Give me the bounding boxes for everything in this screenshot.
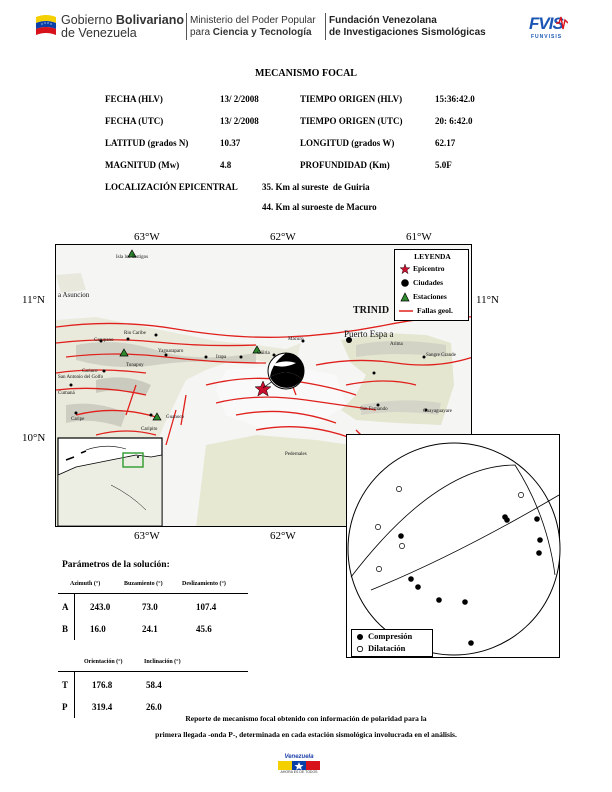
place-label-pedernales: Pedernales [285, 452, 307, 457]
map-legend [394, 249, 469, 321]
place-label-guiria: Güiria [257, 351, 270, 356]
plane-b-deslizamiento: 45.6 [196, 624, 212, 634]
legend-item-epicentro: Epicentro [413, 264, 445, 273]
map-lon-label-63-bottom: 63°W [134, 530, 160, 542]
legend-fault-icon [399, 306, 413, 316]
place-label-trinidad: TRINID [353, 305, 390, 316]
plane-a-label: A [62, 602, 69, 612]
plane-a-buzamiento: 73.0 [142, 602, 158, 612]
axis-t-orientacion: 176.8 [92, 680, 113, 690]
place-label-arima: Arima [390, 342, 403, 347]
place-label-sangre-grande: Sangre Grande [426, 353, 456, 358]
info-block [0, 0, 612, 215]
tiempo-hlv-label: TIEMPO ORIGEN (HLV) [300, 94, 403, 104]
caption-line2: primera llegada -onda P-, determinada en cada estación sismológica involucrada en el análisis. [155, 730, 457, 739]
gov-line1-a: Gobierno [61, 13, 116, 27]
legend-item-fallas: Fallas geol. [417, 306, 453, 315]
planes-table [58, 578, 248, 640]
place-label-tunapuy: Tunapuy [126, 363, 144, 368]
profundidad-value: 5.0F [435, 160, 452, 170]
axis-t-inclinacion: 58.4 [146, 680, 162, 690]
localizacion-value-1: 35. Km al sureste de Guiria [262, 182, 370, 192]
tiempo-utc-label: TIEMPO ORIGEN (UTC) [300, 116, 403, 126]
stereonet-plot [347, 435, 561, 659]
footer-logo-sub: AHORA ES DE TODOS [280, 770, 318, 774]
map-lat-label-10-left: 10°N [22, 432, 46, 444]
compresion-dot-icon [356, 633, 364, 641]
footer-logo-text: Venezuela [284, 754, 314, 760]
axis-p-inclinacion: 26.0 [146, 702, 162, 712]
map-lon-label-62: 62°W [270, 231, 296, 243]
map-lon-label-63: 63°W [134, 231, 160, 243]
localizacion-label: LOCALIZACIÓN EPICENTRAL [105, 182, 238, 192]
longitud-value: 62.17 [435, 138, 456, 148]
footer-logo [276, 754, 322, 776]
dilatacion-dot-icon [356, 645, 364, 653]
magnitud-value: 4.8 [220, 160, 232, 170]
page-title: MECANISMO FOCAL [255, 68, 357, 79]
funvisis-line2: de Investigaciones Sismológicas [329, 27, 486, 38]
plane-b-label: B [62, 624, 69, 634]
legend-title: LEYENDA [414, 252, 451, 261]
plane-b-buzamiento: 24.1 [142, 624, 158, 634]
tiempo-utc-value: 20: 6:42.0 [435, 116, 473, 126]
funvisis-line1: Fundación Venezolana [329, 15, 437, 26]
plane-header-deslizamiento: Deslizamiento (°) [182, 581, 226, 587]
map-lat-label-11-left: 11°N [22, 294, 45, 306]
fecha-utc-value: 13/ 2/2008 [220, 116, 259, 126]
legend-star-icon [400, 264, 410, 274]
place-label-irapa: Irapa [216, 355, 227, 360]
profundidad-label: PROFUNDIDAD (Km) [300, 160, 390, 170]
plane-a-azimuth: 243.0 [90, 602, 111, 612]
venezuela-star-logo-icon [278, 761, 320, 770]
axes-table [58, 656, 248, 718]
plane-header-buzamiento: Buzamiento (°) [124, 581, 163, 587]
plane-b-azimuth: 16.0 [90, 624, 106, 634]
caption-line1: Reporte de mecanismo focal obtenido con información de polaridad para la [185, 714, 427, 723]
place-label-cariaco: Cariaco [82, 369, 98, 374]
stereonet-legend [351, 629, 433, 657]
axis-p-orientacion: 319.4 [92, 702, 113, 712]
place-label-rio-caribe: Rio Caribe [124, 331, 146, 336]
legend-item-estaciones: Estaciones [413, 292, 447, 301]
place-label-guanoco: Guanoco [166, 415, 185, 420]
axis-p-label: P [62, 702, 68, 712]
axis-t-label: T [62, 680, 69, 690]
fecha-utc-label: FECHA (UTC) [105, 116, 164, 126]
localizacion-value-2: 44. Km al suroeste de Macuro [262, 202, 377, 212]
legend-compresion: Compresión [368, 631, 413, 641]
place-label-caripito: Caripito [141, 427, 158, 432]
place-label-asuncion: a Asuncion [58, 291, 90, 299]
plane-header-azimuth: Azimuth (°) [70, 581, 101, 587]
fecha-hlv-label: FECHA (HLV) [105, 94, 163, 104]
axis-header-orientacion: Orientación (°) [84, 659, 123, 665]
map-lat-label-11-right: 11°N [476, 294, 499, 306]
params-title: Parámetros de la solución: [62, 560, 170, 570]
longitud-label: LONGITUD (grados W) [300, 138, 395, 148]
place-label-yaguaraparo: Yaguaraparo [158, 349, 184, 354]
legend-dilatacion: Dilatación [368, 643, 406, 653]
funvisis-logo-text: FVIS [529, 14, 563, 33]
place-label-san-antonio: San Antonio del Golfo [58, 375, 104, 380]
map-lon-label-61: 61°W [406, 231, 432, 243]
tiempo-hlv-value: 15:36:42.0 [435, 94, 475, 104]
place-label-macuro: Macuro [288, 337, 304, 342]
place-label-caripe: Caripe [71, 417, 85, 422]
place-label-carupano: Carupano [94, 338, 114, 343]
funvisis-logo-sub: FUNVISIS [531, 34, 563, 40]
latitud-label: LATITUD (grados N) [105, 138, 189, 148]
fecha-hlv-value: 13/ 2/2008 [220, 94, 259, 104]
magnitud-label: MAGNITUD (Mw) [105, 160, 180, 170]
place-label-isla-testigos: Isla los Testigos [116, 255, 149, 260]
ministry-line2-a: para [190, 27, 213, 38]
axis-header-inclinacion: Inclinación (°) [144, 659, 181, 665]
stereonet-panel [346, 434, 560, 658]
latitud-value: 10.37 [220, 138, 241, 148]
legend-station-icon [400, 292, 410, 302]
map-lon-label-62-bottom: 62°W [270, 530, 296, 542]
place-label-puerto-espana: Puerto Espa a [344, 329, 394, 339]
place-label-cumana: Cumaná [58, 391, 75, 396]
place-label-guayaguayare: Guayaguayare [423, 409, 452, 414]
place-label-san-fernando: San Fernando [360, 407, 388, 412]
ministry-line1: Ministerio del Poder Popular [190, 15, 316, 26]
gov-line2: de Venezuela [61, 26, 137, 40]
gov-line1-b: Bolivariano [115, 13, 184, 27]
plane-a-deslizamiento: 107.4 [196, 602, 217, 612]
legend-item-ciudades: Ciudades [413, 278, 444, 287]
legend-city-icon [400, 278, 410, 288]
ministry-line2-b: Ciencia y Tecnología [212, 27, 312, 38]
